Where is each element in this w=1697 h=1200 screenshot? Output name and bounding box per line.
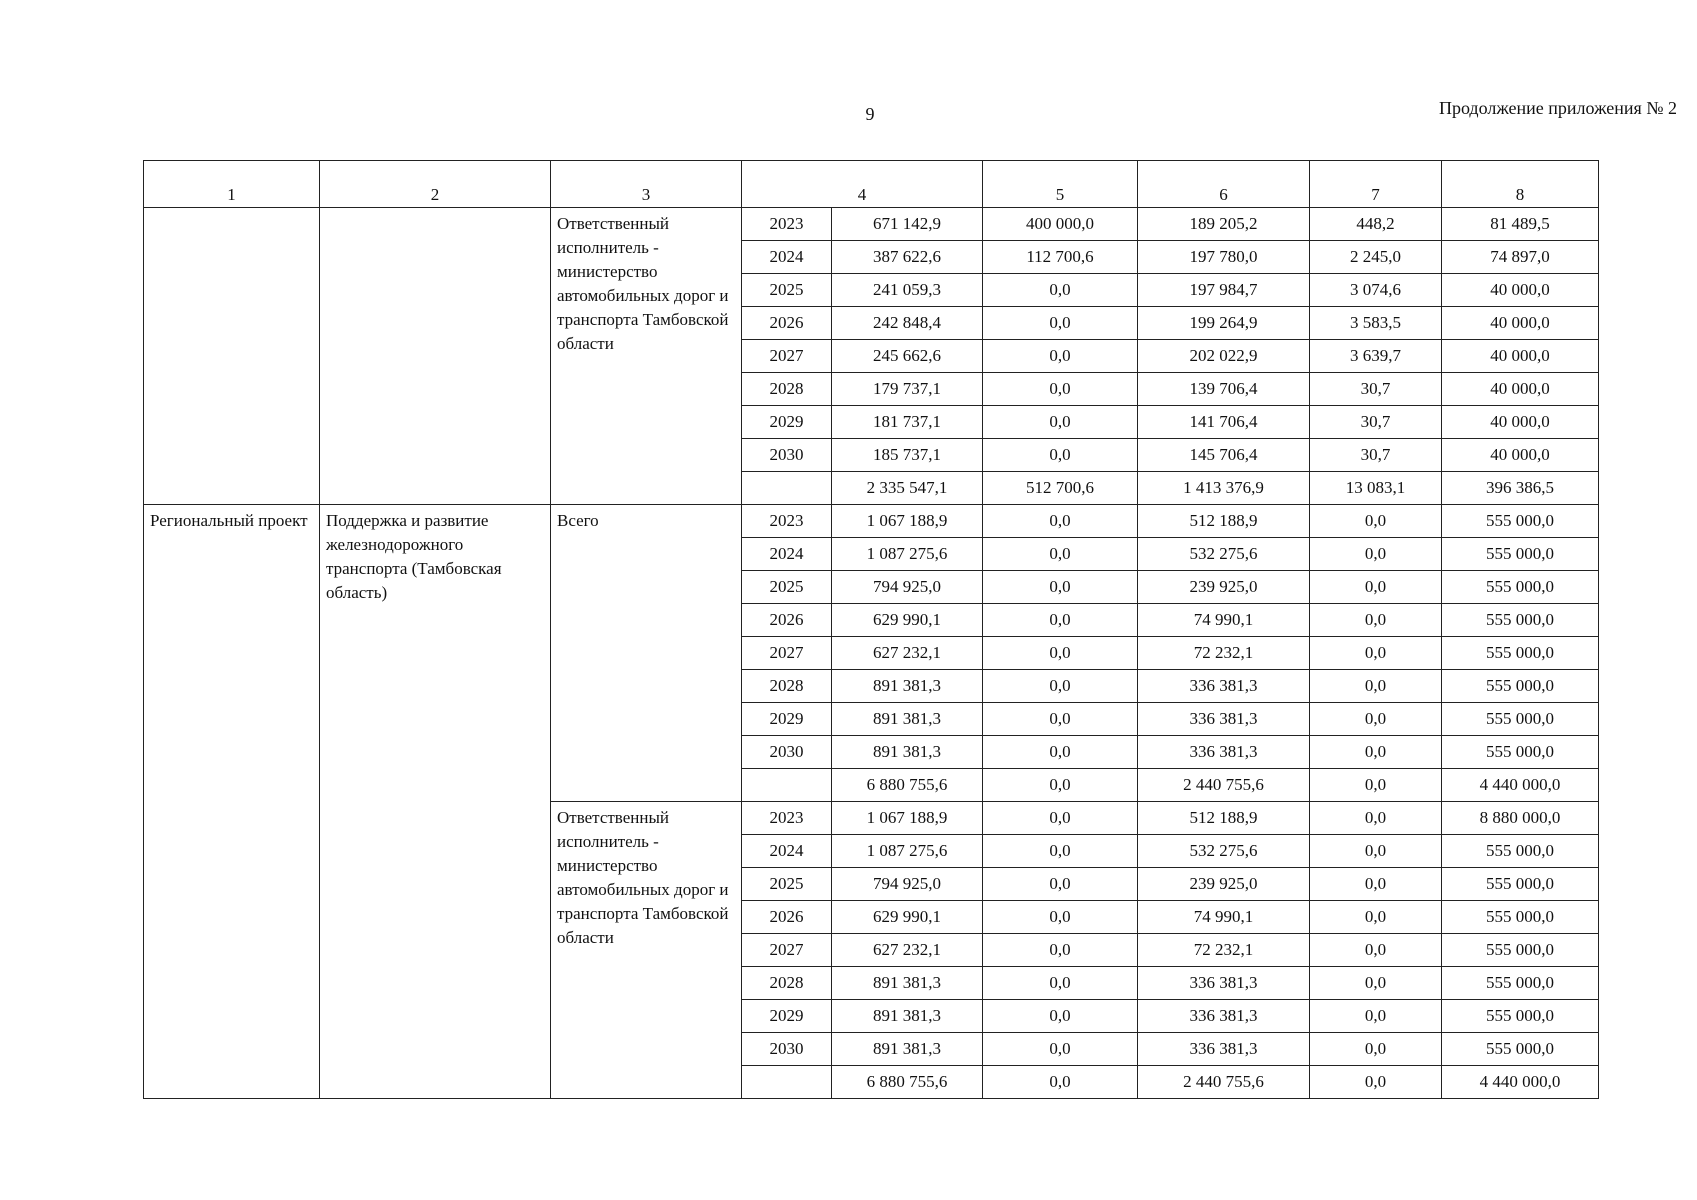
- year-cell: 2027: [742, 340, 832, 373]
- regional-cell: 202 022,9: [1138, 340, 1310, 373]
- total-cell: 1 067 188,9: [832, 802, 983, 835]
- extra-cell: 74 897,0: [1442, 241, 1599, 274]
- column-header: 4: [742, 161, 983, 208]
- year-cell: [742, 769, 832, 802]
- year-cell: 2025: [742, 274, 832, 307]
- federal-cell: 0,0: [983, 967, 1138, 1000]
- header-row: [144, 161, 1599, 208]
- project-name-cell: [320, 208, 551, 505]
- federal-cell: 0,0: [983, 1066, 1138, 1099]
- federal-cell: 400 000,0: [983, 208, 1138, 241]
- total-cell: 1 067 188,9: [832, 505, 983, 538]
- extra-cell: 555 000,0: [1442, 703, 1599, 736]
- local-cell: 0,0: [1310, 670, 1442, 703]
- local-cell: 3 583,5: [1310, 307, 1442, 340]
- total-cell: 891 381,3: [832, 736, 983, 769]
- regional-cell: 512 188,9: [1138, 802, 1310, 835]
- year-cell: 2025: [742, 571, 832, 604]
- extra-cell: 555 000,0: [1442, 505, 1599, 538]
- project-type-cell: Региональный проект: [144, 505, 320, 1099]
- local-cell: 0,0: [1310, 1000, 1442, 1033]
- total-cell: 1 087 275,6: [832, 538, 983, 571]
- year-cell: 2027: [742, 934, 832, 967]
- column-header: 5: [983, 161, 1138, 208]
- local-cell: 448,2: [1310, 208, 1442, 241]
- total-cell: 794 925,0: [832, 571, 983, 604]
- total-cell: 245 662,6: [832, 340, 983, 373]
- year-cell: 2025: [742, 868, 832, 901]
- total-cell: 627 232,1: [832, 934, 983, 967]
- extra-cell: 555 000,0: [1442, 967, 1599, 1000]
- year-cell: 2026: [742, 307, 832, 340]
- extra-cell: 555 000,0: [1442, 1000, 1599, 1033]
- year-cell: 2024: [742, 241, 832, 274]
- federal-cell: 0,0: [983, 1000, 1138, 1033]
- local-cell: 30,7: [1310, 373, 1442, 406]
- regional-cell: 74 990,1: [1138, 901, 1310, 934]
- regional-cell: 141 706,4: [1138, 406, 1310, 439]
- year-cell: 2024: [742, 538, 832, 571]
- extra-cell: 40 000,0: [1442, 274, 1599, 307]
- extra-cell: 555 000,0: [1442, 538, 1599, 571]
- local-cell: 0,0: [1310, 1033, 1442, 1066]
- total-cell: 629 990,1: [832, 901, 983, 934]
- total-cell: 179 737,1: [832, 373, 983, 406]
- year-cell: [742, 1066, 832, 1099]
- local-cell: 30,7: [1310, 439, 1442, 472]
- federal-cell: 0,0: [983, 934, 1138, 967]
- regional-cell: 189 205,2: [1138, 208, 1310, 241]
- executor-cell: Всего: [551, 505, 742, 802]
- total-cell: 891 381,3: [832, 703, 983, 736]
- federal-cell: 0,0: [983, 373, 1138, 406]
- federal-cell: 0,0: [983, 670, 1138, 703]
- regional-cell: 197 780,0: [1138, 241, 1310, 274]
- regional-cell: 532 275,6: [1138, 538, 1310, 571]
- year-cell: 2023: [742, 208, 832, 241]
- extra-cell: 555 000,0: [1442, 835, 1599, 868]
- regional-cell: 239 925,0: [1138, 571, 1310, 604]
- local-cell: 0,0: [1310, 571, 1442, 604]
- table-body: [144, 161, 1599, 1099]
- total-cell: 2 335 547,1: [832, 472, 983, 505]
- total-cell: 387 622,6: [832, 241, 983, 274]
- year-cell: 2029: [742, 703, 832, 736]
- local-cell: 3 074,6: [1310, 274, 1442, 307]
- year-cell: 2030: [742, 736, 832, 769]
- extra-cell: 555 000,0: [1442, 637, 1599, 670]
- extra-cell: 8 880 000,0: [1442, 802, 1599, 835]
- extra-cell: 40 000,0: [1442, 373, 1599, 406]
- regional-cell: 2 440 755,6: [1138, 769, 1310, 802]
- federal-cell: 0,0: [983, 703, 1138, 736]
- local-cell: 2 245,0: [1310, 241, 1442, 274]
- local-cell: 13 083,1: [1310, 472, 1442, 505]
- year-cell: 2029: [742, 406, 832, 439]
- total-cell: 241 059,3: [832, 274, 983, 307]
- extra-cell: 396 386,5: [1442, 472, 1599, 505]
- project-name-cell: Поддержка и развитие железнодорожного транспорта (Тамбовская область): [320, 505, 551, 1099]
- project-type-cell: [144, 208, 320, 505]
- federal-cell: 0,0: [983, 1033, 1138, 1066]
- extra-cell: 40 000,0: [1442, 406, 1599, 439]
- local-cell: 0,0: [1310, 637, 1442, 670]
- federal-cell: 0,0: [983, 307, 1138, 340]
- federal-cell: 0,0: [983, 637, 1138, 670]
- total-cell: 1 087 275,6: [832, 835, 983, 868]
- extra-cell: 555 000,0: [1442, 934, 1599, 967]
- federal-cell: 0,0: [983, 340, 1138, 373]
- federal-cell: 0,0: [983, 604, 1138, 637]
- continuation-note: Продолжение приложения № 2: [1438, 98, 1677, 118]
- local-cell: 0,0: [1310, 934, 1442, 967]
- column-header: 1: [144, 161, 320, 208]
- regional-cell: 532 275,6: [1138, 835, 1310, 868]
- regional-cell: 336 381,3: [1138, 1033, 1310, 1066]
- executor-cell: Ответственный исполнитель - министерство автомобильных дорог и транспорта Тамбовской области: [551, 208, 742, 505]
- local-cell: 0,0: [1310, 769, 1442, 802]
- regional-cell: 336 381,3: [1138, 670, 1310, 703]
- local-cell: 0,0: [1310, 967, 1442, 1000]
- financing-table: [143, 160, 1599, 1099]
- year-cell: 2026: [742, 901, 832, 934]
- federal-cell: 0,0: [983, 835, 1138, 868]
- local-cell: 0,0: [1310, 868, 1442, 901]
- column-header: 7: [1310, 161, 1442, 208]
- extra-cell: 40 000,0: [1442, 439, 1599, 472]
- total-cell: 181 737,1: [832, 406, 983, 439]
- year-cell: 2026: [742, 604, 832, 637]
- regional-cell: 336 381,3: [1138, 1000, 1310, 1033]
- year-cell: 2028: [742, 373, 832, 406]
- year-cell: [742, 472, 832, 505]
- federal-cell: 0,0: [983, 769, 1138, 802]
- extra-cell: 555 000,0: [1442, 868, 1599, 901]
- total-cell: 6 880 755,6: [832, 769, 983, 802]
- local-cell: 0,0: [1310, 901, 1442, 934]
- local-cell: 0,0: [1310, 802, 1442, 835]
- extra-cell: 555 000,0: [1442, 571, 1599, 604]
- federal-cell: 0,0: [983, 571, 1138, 604]
- local-cell: 0,0: [1310, 703, 1442, 736]
- extra-cell: 40 000,0: [1442, 307, 1599, 340]
- table-row: [144, 505, 1599, 538]
- regional-cell: 72 232,1: [1138, 934, 1310, 967]
- extra-cell: 555 000,0: [1442, 604, 1599, 637]
- year-cell: 2030: [742, 439, 832, 472]
- federal-cell: 0,0: [983, 439, 1138, 472]
- federal-cell: 0,0: [983, 406, 1138, 439]
- table-row: [144, 208, 1599, 241]
- extra-cell: 4 440 000,0: [1442, 1066, 1599, 1099]
- federal-cell: 0,0: [983, 802, 1138, 835]
- local-cell: 0,0: [1310, 604, 1442, 637]
- total-cell: 891 381,3: [832, 967, 983, 1000]
- regional-cell: 512 188,9: [1138, 505, 1310, 538]
- regional-cell: 139 706,4: [1138, 373, 1310, 406]
- year-cell: 2023: [742, 505, 832, 538]
- local-cell: 30,7: [1310, 406, 1442, 439]
- year-cell: 2028: [742, 967, 832, 1000]
- extra-cell: 4 440 000,0: [1442, 769, 1599, 802]
- federal-cell: 0,0: [983, 901, 1138, 934]
- regional-cell: 145 706,4: [1138, 439, 1310, 472]
- regional-cell: 72 232,1: [1138, 637, 1310, 670]
- regional-cell: 2 440 755,6: [1138, 1066, 1310, 1099]
- regional-cell: 74 990,1: [1138, 604, 1310, 637]
- column-header: 2: [320, 161, 551, 208]
- extra-cell: 555 000,0: [1442, 736, 1599, 769]
- federal-cell: 112 700,6: [983, 241, 1138, 274]
- total-cell: 671 142,9: [832, 208, 983, 241]
- total-cell: 891 381,3: [832, 1000, 983, 1033]
- year-cell: 2024: [742, 835, 832, 868]
- page-number: 9: [865, 104, 875, 124]
- regional-cell: 199 264,9: [1138, 307, 1310, 340]
- local-cell: 0,0: [1310, 835, 1442, 868]
- extra-cell: 555 000,0: [1442, 901, 1599, 934]
- column-header: 8: [1442, 161, 1599, 208]
- total-cell: 242 848,4: [832, 307, 983, 340]
- total-cell: 185 737,1: [832, 439, 983, 472]
- federal-cell: 0,0: [983, 505, 1138, 538]
- extra-cell: 40 000,0: [1442, 340, 1599, 373]
- total-cell: 891 381,3: [832, 670, 983, 703]
- regional-cell: 336 381,3: [1138, 703, 1310, 736]
- total-cell: 891 381,3: [832, 1033, 983, 1066]
- regional-cell: 336 381,3: [1138, 967, 1310, 1000]
- local-cell: 3 639,7: [1310, 340, 1442, 373]
- extra-cell: 81 489,5: [1442, 208, 1599, 241]
- extra-cell: 555 000,0: [1442, 670, 1599, 703]
- federal-cell: 0,0: [983, 736, 1138, 769]
- regional-cell: 197 984,7: [1138, 274, 1310, 307]
- federal-cell: 0,0: [983, 538, 1138, 571]
- extra-cell: 555 000,0: [1442, 1033, 1599, 1066]
- year-cell: 2028: [742, 670, 832, 703]
- total-cell: 794 925,0: [832, 868, 983, 901]
- federal-cell: 512 700,6: [983, 472, 1138, 505]
- year-cell: 2027: [742, 637, 832, 670]
- federal-cell: 0,0: [983, 274, 1138, 307]
- total-cell: 6 880 755,6: [832, 1066, 983, 1099]
- federal-cell: 0,0: [983, 868, 1138, 901]
- local-cell: 0,0: [1310, 538, 1442, 571]
- local-cell: 0,0: [1310, 1066, 1442, 1099]
- regional-cell: 336 381,3: [1138, 736, 1310, 769]
- year-cell: 2030: [742, 1033, 832, 1066]
- column-header: 3: [551, 161, 742, 208]
- total-cell: 629 990,1: [832, 604, 983, 637]
- local-cell: 0,0: [1310, 736, 1442, 769]
- regional-cell: 239 925,0: [1138, 868, 1310, 901]
- total-cell: 627 232,1: [832, 637, 983, 670]
- executor-cell: Ответственный исполнитель - министерство автомобильных дорог и транспорта Тамбовской области: [551, 802, 742, 1099]
- column-header: 6: [1138, 161, 1310, 208]
- year-cell: 2023: [742, 802, 832, 835]
- year-cell: 2029: [742, 1000, 832, 1033]
- local-cell: 0,0: [1310, 505, 1442, 538]
- regional-cell: 1 413 376,9: [1138, 472, 1310, 505]
